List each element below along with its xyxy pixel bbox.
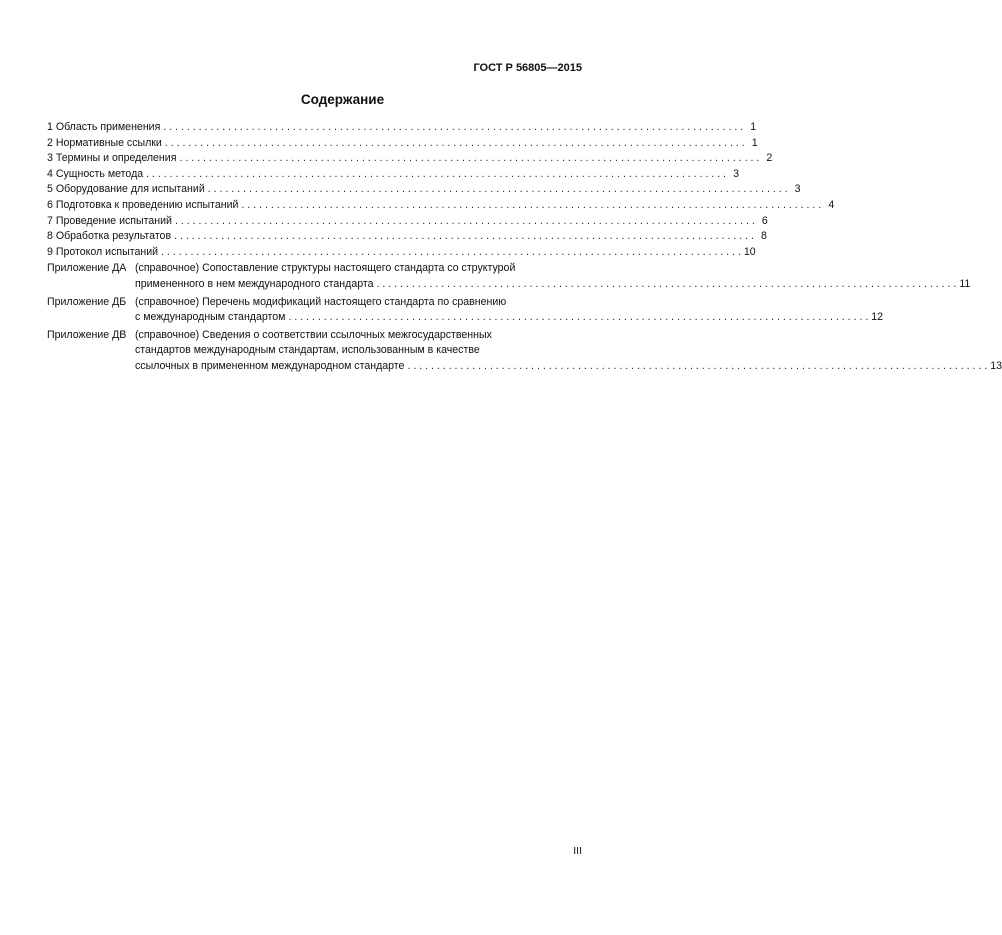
toc-item[interactable] — [47, 120, 757, 136]
toc-item-page: 1 — [751, 136, 758, 149]
toc-item-page: 6 — [761, 214, 768, 227]
toc-item[interactable] — [47, 136, 758, 152]
toc-item[interactable] — [47, 198, 835, 214]
appendix-page: 13 — [990, 359, 1002, 372]
appendix-title-line: (справочное) Сведения о соответствии ссылочных межгосударственных — [135, 328, 492, 341]
appendix-title-line: (справочное) Перечень модификаций настоящего стандарта по сравнению — [135, 295, 507, 308]
page-number: III — [573, 845, 582, 857]
dot-leader — [161, 245, 741, 261]
dot-leader — [407, 359, 987, 375]
toc-appendix[interactable] — [47, 328, 1002, 375]
toc-item-page: 1 — [750, 121, 757, 133]
dot-leader — [163, 120, 743, 136]
toc-item-text: 1 Область применения — [47, 121, 161, 133]
appendix-label: Приложение ДБ — [47, 295, 127, 308]
toc-appendix[interactable] — [47, 261, 971, 292]
appendix-title-line: с международным стандартом — [135, 311, 286, 324]
dot-leader — [241, 198, 821, 214]
toc-item-page: 8 — [761, 230, 767, 243]
toc-item[interactable] — [47, 151, 773, 167]
appendix-title-line: (справочное) Сопоставление структуры настоящего стандарта со структурой — [135, 262, 516, 275]
toc-item-text: 9 Протокол испытаний — [47, 245, 159, 258]
toc-item-text: 6 Подготовка к проведению испытаний — [47, 198, 239, 211]
toc-item-page: 4 — [828, 198, 835, 211]
dot-leader — [377, 277, 957, 293]
document-code: ГОСТ Р 56805—2015 — [473, 62, 582, 74]
toc-item-text: 5 Оборудование для испытаний — [47, 183, 205, 196]
dot-leader — [208, 182, 788, 198]
dot-leader — [288, 310, 868, 326]
dot-leader — [174, 229, 754, 245]
toc-item-text: 3 Термины и определения — [47, 152, 177, 165]
dot-leader — [165, 136, 745, 152]
toc-item-text: 8 Обработка результатов — [47, 230, 172, 243]
appendix-label: Приложение ДВ — [47, 328, 127, 341]
toc-item-page: 3 — [794, 183, 801, 196]
dot-leader — [179, 151, 759, 167]
toc-item[interactable] — [47, 245, 756, 261]
toc-item-page: 3 — [733, 167, 739, 180]
dot-leader — [175, 214, 755, 230]
toc-title: Содержание — [300, 92, 385, 107]
dot-leader — [146, 167, 726, 183]
appendix-title-line: примененного в нем международного стандарта — [135, 277, 374, 290]
toc-item[interactable] — [47, 229, 767, 245]
appendix-page: 12 — [871, 311, 884, 324]
toc-item-text: 4 Сущность метода — [47, 167, 144, 180]
toc-item-text: 7 Проведение испытаний — [47, 214, 172, 227]
toc-item[interactable] — [47, 214, 768, 230]
toc-item[interactable] — [47, 182, 801, 198]
toc-item-page: 2 — [766, 152, 773, 165]
appendix-title-line: ссылочных в примененном международном стандарте — [135, 359, 405, 372]
toc-item[interactable] — [47, 167, 739, 183]
toc-item-page: 10 — [743, 245, 756, 258]
toc-item-text: 2 Нормативные ссылки — [47, 136, 162, 149]
appendix-page: 11 — [959, 277, 971, 290]
toc-appendix[interactable] — [47, 295, 884, 326]
table-of-contents — [47, 120, 1002, 375]
appendix-label: Приложение ДА — [47, 262, 127, 275]
appendix-title-line: стандартов международным стандартам, использованным в качестве — [135, 344, 480, 357]
